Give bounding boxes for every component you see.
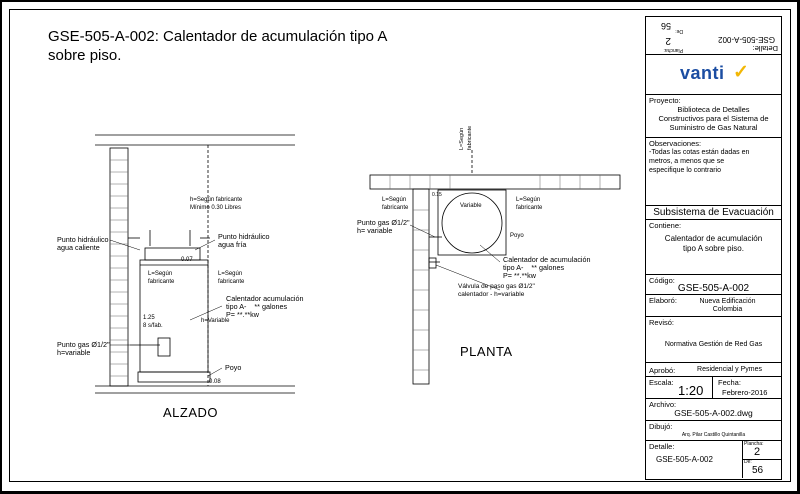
label-planta-l-left: L=Según fabricante — [382, 197, 409, 211]
tb-dibujo: Dibujó: Arq. Pilar Castillo Quintanilla — [646, 421, 781, 441]
planta-left-wall — [413, 189, 429, 384]
tb-observaciones: Observaciones: -Todas las cotas están dadas en metros, a menos que se especifique lo contrario — [646, 138, 781, 206]
alzado-poyo — [138, 372, 210, 382]
label-dim-008: 0.08 — [209, 379, 221, 385]
label-punto-gas: Punto gas Ø1/2" h=variable — [57, 340, 110, 357]
tb-aprobo: Aprobó: Residencial y Pymes — [646, 363, 781, 377]
label-calentador: Calentador acumulación tipo A- ** galones P= **.**kw — [226, 294, 304, 319]
label-h-variable: h=Variable — [201, 318, 230, 324]
label-l-segun-right: L=Según fabricante — [218, 271, 245, 285]
label-planta-valvula: Válvula de paso gas Ø1/2" calentador - h=variable — [458, 283, 535, 298]
tb-escala-fecha: Escala: 1:20 Fecha: Febrero-2016 — [646, 377, 781, 399]
label-planta-variable: Variable — [460, 203, 482, 209]
tb-subsistema: Subsistema de Evacuación — [646, 206, 781, 220]
title-block — [645, 16, 782, 480]
view-title-planta: PLANTA — [460, 344, 513, 359]
tb-top-flipped: Detalle: GSE-505-A-002 Plancha: 2 De: 56 — [646, 17, 781, 55]
tb-detalle: Detalle: GSE-505-A-002 Plancha: 2 De: 56 — [646, 441, 781, 478]
label-planta-l-right: L=Según fabricante — [516, 197, 543, 211]
tb-codigo: Código: GSE-505-A-002 — [646, 275, 781, 295]
label-planta-calentador: Calentador de acumulación tipo A- ** galones P= **.**kw — [503, 255, 591, 280]
label-planta-l-top: L=Según fabricante — [459, 125, 473, 150]
planta-top-wall — [370, 175, 620, 189]
label-h-segun: h=Según fabricante Mínimo 0.30 Libres — [190, 197, 243, 211]
label-l-segun-left: L=Según fabricante — [148, 271, 175, 285]
label-poyo: Poyo — [225, 363, 242, 372]
vanti-logo: vanti — [680, 63, 725, 83]
sheet-title: GSE-505-A-002: Calentador de acumulación tipo A sobre piso. — [48, 28, 387, 64]
tb-proyecto: Proyecto: Biblioteca de Detalles Constructivos para el Sistema de Suministro de Gas Natural — [646, 95, 781, 138]
tb-reviso: Revisó: Normativa Gestión de Red Gas — [646, 317, 781, 363]
label-planta-punto-gas: Punto gas Ø1/2" h= variable — [357, 218, 410, 235]
label-planta-dim-015: 0.15 — [432, 192, 442, 198]
tb-contiene: Contiene: Calentador de acumulación tipo A sobre piso. — [646, 220, 781, 275]
view-title-alzado: ALZADO — [163, 405, 219, 420]
tb-elaboro: Elaboró: Nueva Edificación Colombia — [646, 295, 781, 317]
label-punto-caliente: Punto hidráulico agua caliente — [57, 235, 109, 252]
alzado-wall — [110, 148, 128, 386]
label-dim-125: 1.25 8 s/fab. — [143, 315, 163, 329]
label-planta-poyo: Poyo — [510, 233, 524, 239]
tb-archivo: Archivo: GSE-505-A-002.dwg — [646, 399, 781, 421]
vanti-logo-check-icon: ✓ — [733, 62, 749, 83]
label-punto-fria: Punto hidráulico agua fría — [218, 232, 270, 249]
label-dim-007: 0.07 — [181, 257, 193, 263]
